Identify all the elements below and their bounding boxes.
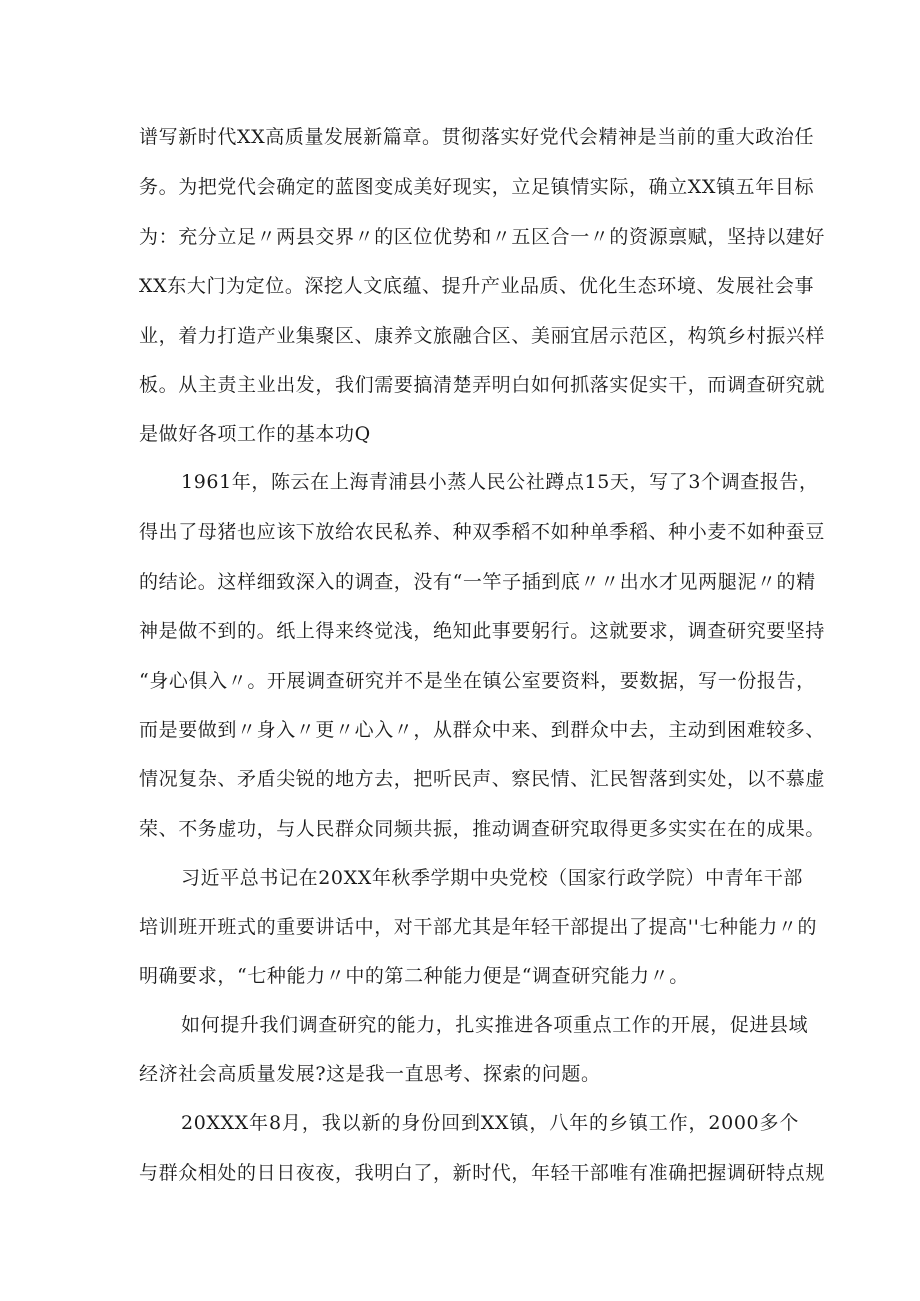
text-line: 为：充分立足〃两县交界〃的区位优势和〃五区合一〃的资源禀赋，坚持以建好 — [139, 226, 826, 248]
text-line: 是做好各项工作的基本功Q — [139, 423, 371, 445]
text-line: “身心俱入〃。开展调查研究并不是坐在镇公室要资料，要数据，写一份报告， — [139, 670, 816, 692]
text-line: 如何提升我们调查研究的能力，扎实推进各项重点工作的开展，促进县域 — [181, 1014, 809, 1036]
text-line: 习近平总书记在20XX年秋季学期中央党校（国家行政学院）中青年干部 — [181, 867, 804, 889]
text-line: 与群众相处的日日夜夜，我明白了，新时代，年轻干部唯有准确把握调研特点规 — [139, 1162, 826, 1184]
text-line: 经济社会高质量发展?这是我一直思考、探索的问题。 — [139, 1063, 601, 1085]
text-line: 20XXX年8月，我以新的身份回到XX镇，八年的乡镇工作，2000多个 — [181, 1112, 799, 1134]
text-line: 培训班开班式的重要讲话中，对干部尤其是年轻干部提出了提高''七种能力〃的 — [139, 916, 818, 938]
text-line: 板。从主责主业出发，我们需要搞清楚弄明白如何抓落实促实干，而调查研究就 — [139, 374, 826, 396]
text-line: XX东大门为定位。深挖人文底蕴、提升产业品质、优化生态环境、发展社会事 — [139, 275, 815, 297]
text-line: 业，着力打造产业集聚区、康养文旅融合区、美丽宜居示范区，构筑乡村振兴样 — [139, 325, 826, 347]
text-line: 而是要做到〃身入〃更〃心入〃，从群众中来、到群众中去，主动到困难较多、 — [139, 719, 826, 741]
text-line: 神是做不到的。纸上得来终觉浅，绝知此事要躬行。这就要求，调查研究要坚持 — [139, 620, 826, 642]
text-line: 得出了母猪也应该下放给农民私养、种双季稻不如种单季稻、种小麦不如种蚕豆 — [139, 521, 826, 543]
text-line: 务。为把党代会确定的蓝图变成美好现实，立足镇情实际，确立XX镇五年目标 — [139, 176, 815, 198]
text-line: 明确要求，“七种能力〃中的第二种能力便是“调查研究能力〃。 — [139, 965, 689, 987]
text-line: 谱写新时代XX高质量发展新篇章。贯彻落实好党代会精神是当前的重大政治任 — [139, 126, 815, 148]
text-line: 1961年，陈云在上海青浦县小蒸人民公社蹲点15天，写了3个调查报告， — [181, 471, 819, 493]
text-line: 情况复杂、矛盾尖锐的地方去，把听民声、察民情、汇民智落到实处，以不慕虚 — [139, 768, 826, 790]
text-line: 的结论。这样细致深入的调查，没有“一竿子插到底〃〃出水才见两腿泥〃的精 — [139, 571, 816, 593]
text-line: 荣、不务虚功，与人民群众同频共振，推动调查研究取得更多实实在在的成果。 — [139, 818, 826, 840]
